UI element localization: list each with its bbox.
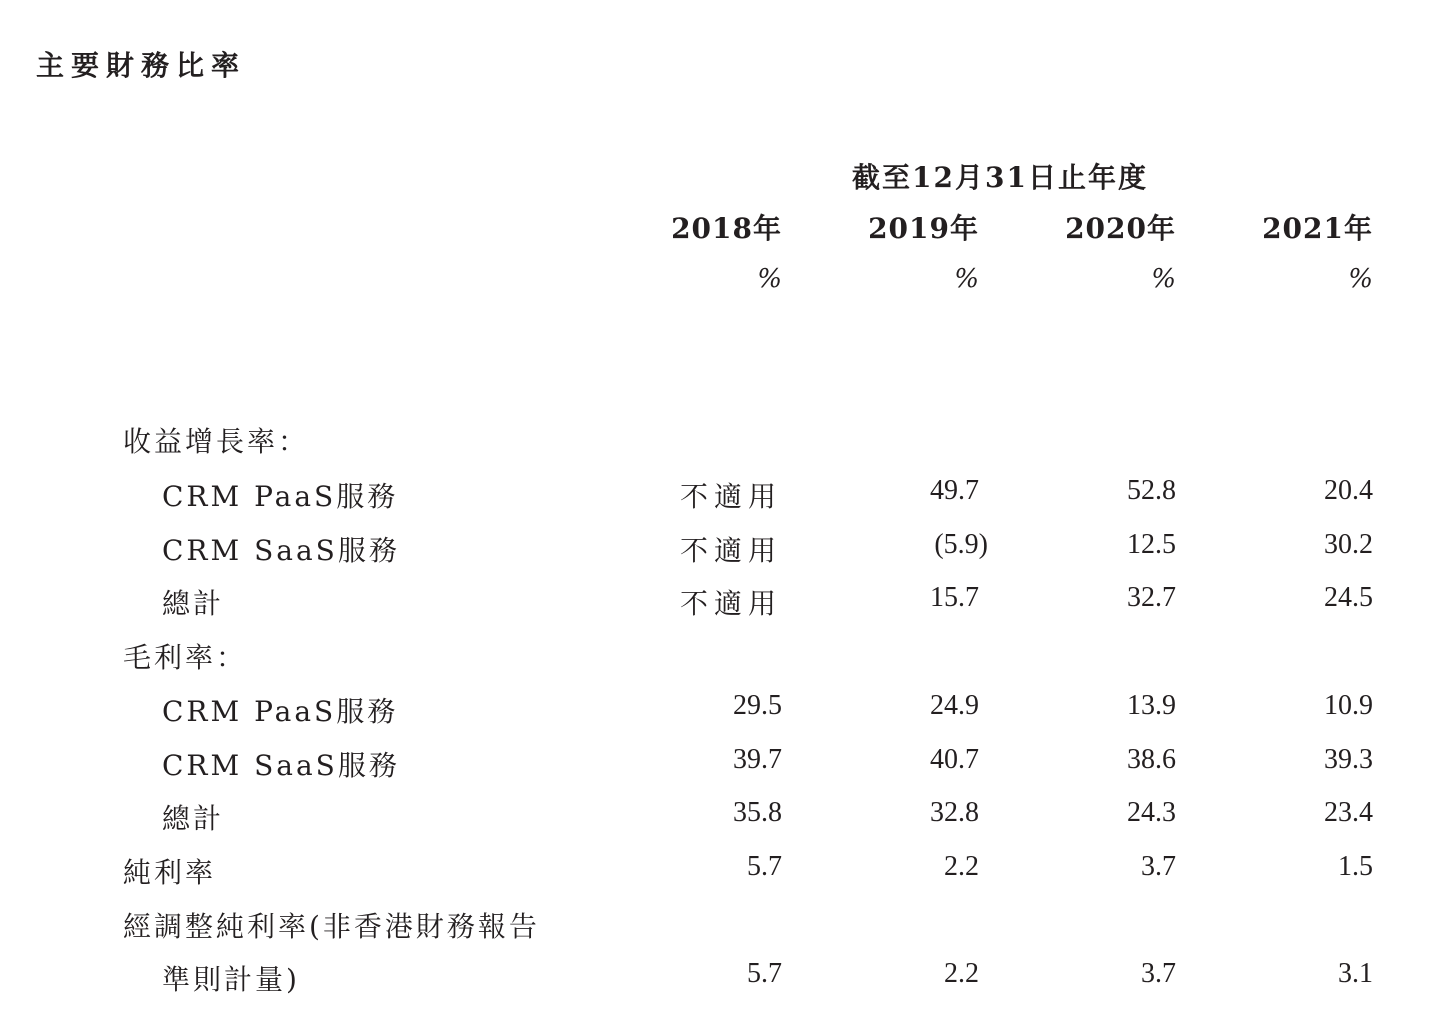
unit-label-2020: %: [1151, 264, 1176, 294]
year-header-2019: 2019年: [868, 212, 979, 245]
row-value: 39.7: [733, 744, 782, 775]
row-value: 2.2: [944, 851, 979, 882]
row-value: 24.3: [1127, 797, 1176, 828]
unit-label-2021: %: [1348, 264, 1373, 294]
row-value: 30.2: [1324, 529, 1373, 560]
row-label: 毛利率：: [123, 641, 248, 674]
row-value: 29.5: [733, 690, 782, 721]
row-value: 不適用: [679, 534, 782, 567]
row-value: 3.1: [1338, 958, 1373, 989]
row-value: 40.7: [930, 744, 979, 775]
row-value: 5.7: [747, 958, 782, 989]
year-header-2021: 2021年: [1262, 212, 1373, 245]
section-title: 主要財務比率: [36, 49, 247, 82]
row-value: 2.2: [944, 958, 979, 989]
row-value: 24.9: [930, 690, 979, 721]
row-value: 23.4: [1324, 797, 1373, 828]
row-value: 32.7: [1127, 582, 1176, 613]
row-value: 35.8: [733, 797, 782, 828]
row-value: 不適用: [679, 587, 782, 620]
row-label: 收益增長率：: [123, 425, 310, 458]
row-value: 1.5: [1338, 851, 1373, 882]
row-value: (5.9): [934, 529, 988, 560]
row-label: 純利率: [123, 856, 217, 889]
row-value: 52.8: [1127, 475, 1176, 506]
unit-label-2019: %: [954, 264, 979, 294]
unit-label-2018: %: [757, 264, 782, 294]
row-label: CRM PaaS服務: [162, 695, 399, 728]
row-value: 不適用: [679, 480, 782, 513]
row-label: 準則計量): [162, 963, 300, 996]
row-label: CRM SaaS服務: [162, 534, 400, 567]
row-label: CRM PaaS服務: [162, 480, 399, 513]
row-value: 3.7: [1141, 851, 1176, 882]
row-value: 24.5: [1324, 582, 1373, 613]
row-value: 49.7: [930, 475, 979, 506]
row-value: 5.7: [747, 851, 782, 882]
row-value: 20.4: [1324, 475, 1373, 506]
row-value: 3.7: [1141, 958, 1176, 989]
row-label: 經調整純利率(非香港財務報告: [123, 910, 540, 943]
row-label: CRM SaaS服務: [162, 749, 400, 782]
row-value: 39.3: [1324, 744, 1373, 775]
row-value: 10.9: [1324, 690, 1373, 721]
row-label: 總計: [162, 587, 225, 620]
row-value: 12.5: [1127, 529, 1176, 560]
row-label: 總計: [162, 802, 225, 835]
year-header-2018: 2018年: [671, 212, 782, 245]
row-value: 13.9: [1127, 690, 1176, 721]
year-header-2020: 2020年: [1065, 212, 1176, 245]
row-value: 38.6: [1127, 744, 1176, 775]
row-value: 32.8: [930, 797, 979, 828]
row-value: 15.7: [930, 582, 979, 613]
period-header: 截至12月31日止年度: [852, 161, 1148, 194]
